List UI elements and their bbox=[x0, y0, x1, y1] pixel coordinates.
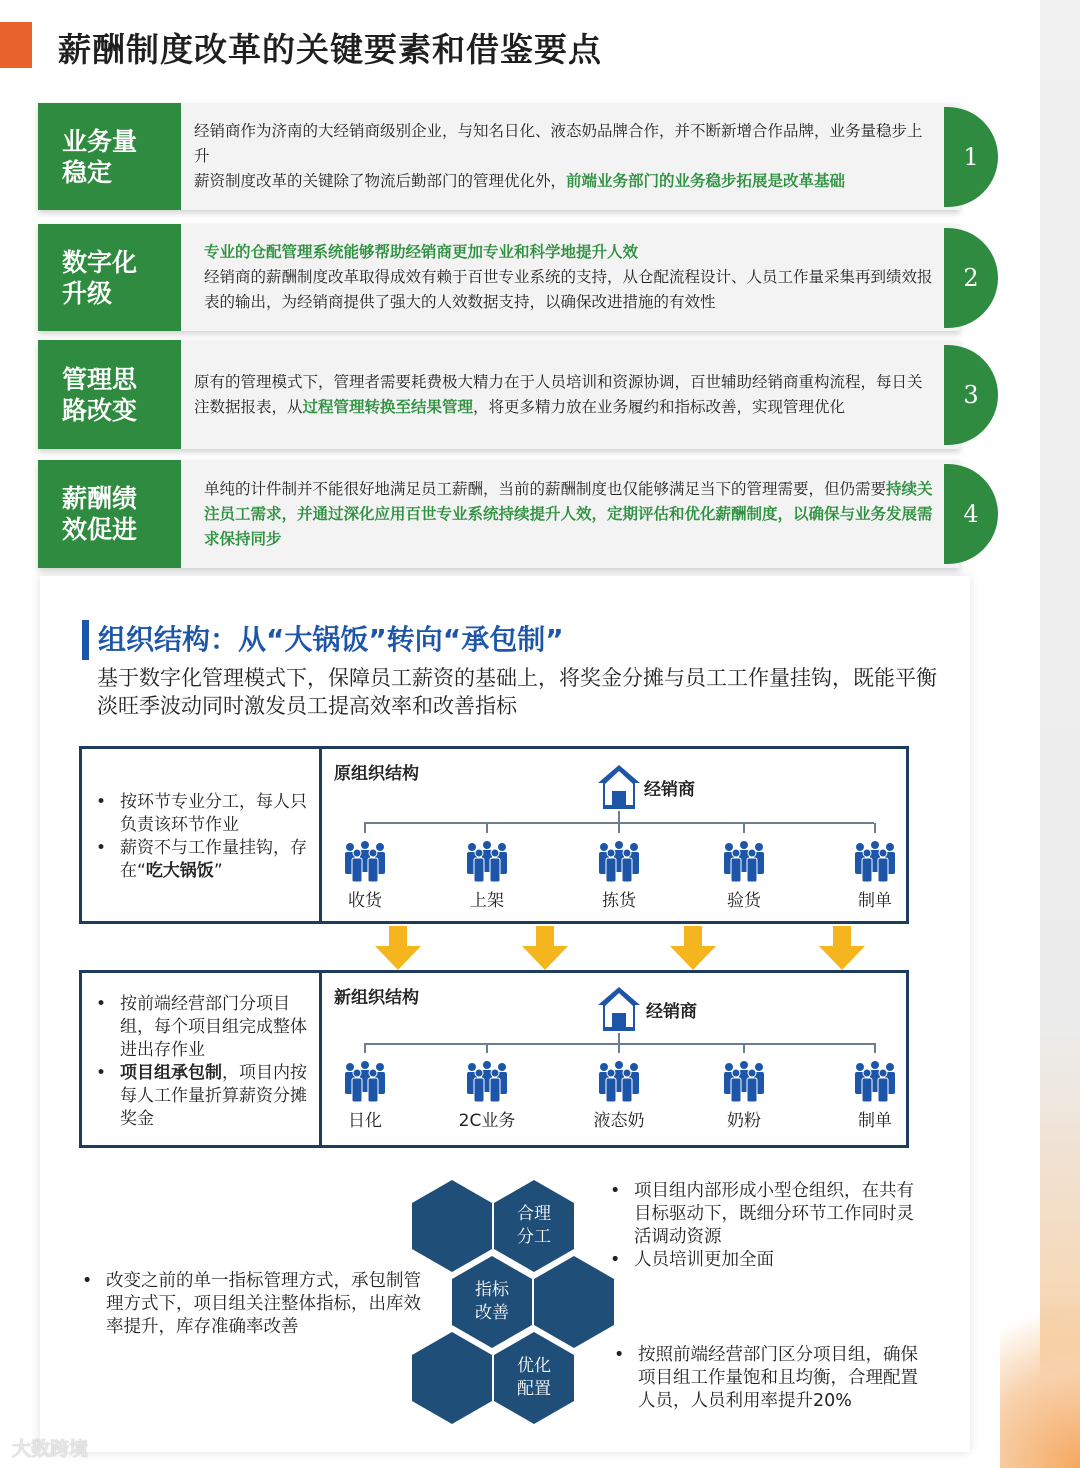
org-node bbox=[442, 1059, 532, 1131]
body-text: 经销商作为济南的大经销商级别企业，与知名日化、液态奶品牌合作，并不断新增合作品牌，业务量稳步上升 bbox=[194, 122, 923, 165]
feature-label: 业务量稳定 bbox=[38, 103, 181, 210]
tree-connector bbox=[364, 1043, 366, 1053]
org-node bbox=[442, 839, 532, 911]
house-icon bbox=[596, 763, 642, 815]
arrow-down-icon bbox=[522, 926, 568, 970]
bold-text: 吃大锅饭 bbox=[145, 861, 214, 881]
org-bullet bbox=[94, 791, 314, 837]
page-edge-decoration bbox=[1040, 0, 1080, 1468]
feature-paragraph bbox=[194, 370, 934, 420]
tree-connector bbox=[486, 823, 488, 833]
highlight-text: 专业的仓配管理系统能够帮助经销商更加专业和科学地提升人效 bbox=[204, 243, 639, 261]
body-text: ” bbox=[213, 861, 223, 881]
org-node-label: 制单 bbox=[858, 1111, 892, 1131]
highlight-text: 过程管理转换至结果管理 bbox=[302, 397, 474, 416]
body-text: 经销商的薪酬制度改革取得成效有赖于百世专业系统的支持，从仓配流程设计、人员工作量采集再到绩效报表的输出，为经销商提供了强大的人效数据支持，以确保改进措施的有效性 bbox=[204, 268, 933, 311]
feature-paragraph bbox=[204, 240, 944, 265]
arrow-down-icon bbox=[670, 926, 716, 970]
old-org-chart bbox=[322, 749, 906, 921]
feature-row bbox=[38, 224, 998, 331]
org-node bbox=[830, 839, 920, 911]
watermark-logo: 大数跨境 bbox=[12, 1438, 89, 1460]
hexagon-label: 优化 配置 bbox=[517, 1356, 551, 1399]
feature-label: 管理思路改变 bbox=[38, 340, 181, 449]
feature-row bbox=[38, 340, 998, 449]
new-org-heading: 新组织结构 bbox=[334, 988, 419, 1008]
people-group-icon bbox=[699, 1059, 789, 1105]
tree-connector bbox=[743, 1043, 745, 1053]
old-org-heading: 原组织结构 bbox=[334, 764, 419, 784]
tree-connector bbox=[618, 823, 620, 833]
highlight-text: 持续关注员工需求，并通过深化应用百世专业系统持续提升人效，定期评估和优化薪酬制度，以确保与业务发展需求保持同步 bbox=[204, 479, 933, 548]
feature-label: 数字化升级 bbox=[38, 224, 181, 331]
feature-row bbox=[38, 460, 998, 568]
feature-text bbox=[204, 224, 944, 331]
org-node bbox=[574, 839, 664, 911]
tree-connector bbox=[618, 1043, 620, 1053]
org-node-label: 验货 bbox=[727, 891, 761, 911]
org-bullet bbox=[94, 993, 314, 1062]
body-text: 按环节专业分工，每人只负责该环节作业 bbox=[120, 792, 307, 835]
tree-connector bbox=[743, 823, 745, 833]
feature-paragraph bbox=[204, 265, 944, 315]
people-group-icon bbox=[442, 1059, 532, 1105]
section-subtitle: 基于数字化管理模式下，保障员工薪资的基础上，将奖金分摊与员工工作量挂钩，既能平衡淡旺季波动同时激发员工提高效率和改善指标 bbox=[97, 666, 937, 718]
note-right-bottom bbox=[612, 1344, 932, 1413]
highlight-text: 前端业务部门的业务稳步拓展是改革基础 bbox=[566, 172, 846, 190]
org-node-label: 日化 bbox=[348, 1111, 382, 1131]
tree-connector bbox=[364, 823, 366, 833]
old-org-root-label: 经销商 bbox=[644, 780, 695, 800]
new-org-box bbox=[79, 970, 909, 1148]
org-node bbox=[320, 839, 410, 911]
old-org-notes bbox=[82, 749, 322, 921]
hexagon-label: 合理 分工 bbox=[517, 1204, 551, 1247]
feature-number: 4 bbox=[944, 464, 998, 564]
note-item: • 人员培训更加全面 bbox=[608, 1249, 928, 1272]
feature-text bbox=[194, 340, 934, 449]
arrow-down-icon bbox=[819, 926, 865, 970]
org-node-label: 上架 bbox=[470, 891, 504, 911]
people-group-icon bbox=[574, 839, 664, 885]
tree-connector bbox=[874, 823, 876, 833]
org-node-label: 收货 bbox=[348, 891, 382, 911]
org-bullet bbox=[94, 837, 314, 883]
org-node bbox=[699, 1059, 789, 1131]
feature-row bbox=[38, 103, 998, 210]
old-org-bullets bbox=[94, 791, 314, 883]
body-text: 原有的管理模式下，管理者需要耗费极大精力在于人员培训和资源协调，百世辅助经销商重构流程，每日关注数据报表，从 bbox=[194, 372, 923, 416]
feature-label: 薪酬绩效促进 bbox=[38, 460, 181, 568]
hexagon-decoration bbox=[412, 1332, 492, 1424]
title-accent-bar bbox=[0, 22, 32, 68]
tree-connector bbox=[486, 1043, 488, 1053]
org-node bbox=[320, 1059, 410, 1131]
new-org-chart bbox=[322, 973, 906, 1145]
feature-text bbox=[194, 103, 934, 210]
arrow-down-icon bbox=[375, 926, 421, 970]
hexagon-label: 指标 改善 bbox=[475, 1280, 509, 1323]
people-group-icon bbox=[699, 839, 789, 885]
old-org-box bbox=[79, 746, 909, 924]
note-item: • 项目组内部形成小型仓组织，在共有目标驱动下，既细分环节工作同时灵活调动资源 bbox=[608, 1180, 928, 1249]
note-item: • 改变之前的单一指标管理方式，承包制管理方式下，项目组关注整体指标，出库效率提升，库存准确率改善 bbox=[80, 1270, 430, 1339]
hexagon-optimized-allocation bbox=[494, 1332, 574, 1424]
new-org-root-label: 经销商 bbox=[646, 1002, 697, 1022]
body-text: 按前端经营部门分项目组，每个项目组完成整体进出存作业 bbox=[120, 994, 307, 1060]
tree-connector bbox=[874, 1043, 876, 1053]
org-node bbox=[574, 1059, 664, 1131]
body-text: 薪资制度改革的关键除了物流后勤部门的管理优化外， bbox=[194, 172, 567, 190]
new-org-bullets bbox=[94, 993, 314, 1131]
bold-text: 项目组承包制 bbox=[120, 1063, 222, 1083]
page-title: 薪酬制度改革的关键要素和借鉴要点 bbox=[58, 30, 602, 69]
feature-paragraph bbox=[204, 477, 944, 552]
note-left bbox=[80, 1270, 430, 1339]
people-group-icon bbox=[320, 1059, 410, 1105]
org-node-label: 液态奶 bbox=[593, 1111, 645, 1131]
corner-glow-decoration bbox=[1000, 1268, 1080, 1468]
body-text: ，项目内按每人工作量折算薪资分摊奖金 bbox=[120, 1063, 307, 1129]
body-text: ，将更多精力放在业务履约和指标改善，实现管理优化 bbox=[473, 397, 846, 416]
people-group-icon bbox=[830, 1059, 920, 1105]
feature-number: 2 bbox=[944, 228, 998, 328]
org-node-label: 制单 bbox=[858, 891, 892, 911]
note-item: • 按照前端经营部门区分项目组，确保项目组工作量饱和且均衡，合理配置人员，人员利用率提升20% bbox=[612, 1344, 932, 1413]
body-text: 薪资不与工作量挂钩，存在“ bbox=[120, 838, 307, 881]
new-org-notes bbox=[82, 973, 322, 1145]
org-node bbox=[699, 839, 789, 911]
org-node-label: 奶粉 bbox=[727, 1111, 761, 1131]
tree-connector bbox=[618, 1033, 620, 1043]
org-node-label: 拣货 bbox=[602, 891, 636, 911]
feature-number: 3 bbox=[944, 345, 998, 445]
org-node-label: 2C业务 bbox=[458, 1111, 516, 1131]
people-group-icon bbox=[442, 839, 532, 885]
house-icon bbox=[596, 985, 642, 1037]
body-text: 单纯的计件制并不能很好地满足员工薪酬，当前的薪酬制度也仅能够满足当下的管理需要，但仍需要 bbox=[204, 479, 887, 498]
people-group-icon bbox=[830, 839, 920, 885]
section-title: 组织结构：从“大锅饭”转向“承包制” bbox=[98, 623, 564, 656]
note-right-top bbox=[608, 1180, 928, 1272]
people-group-icon bbox=[320, 839, 410, 885]
people-group-icon bbox=[574, 1059, 664, 1105]
org-bullet bbox=[94, 1062, 314, 1131]
feature-paragraph bbox=[194, 169, 934, 194]
feature-text bbox=[204, 460, 944, 568]
feature-paragraph bbox=[194, 119, 934, 169]
section-accent-bar bbox=[82, 620, 89, 660]
feature-number: 1 bbox=[944, 107, 998, 207]
org-node bbox=[830, 1059, 920, 1131]
